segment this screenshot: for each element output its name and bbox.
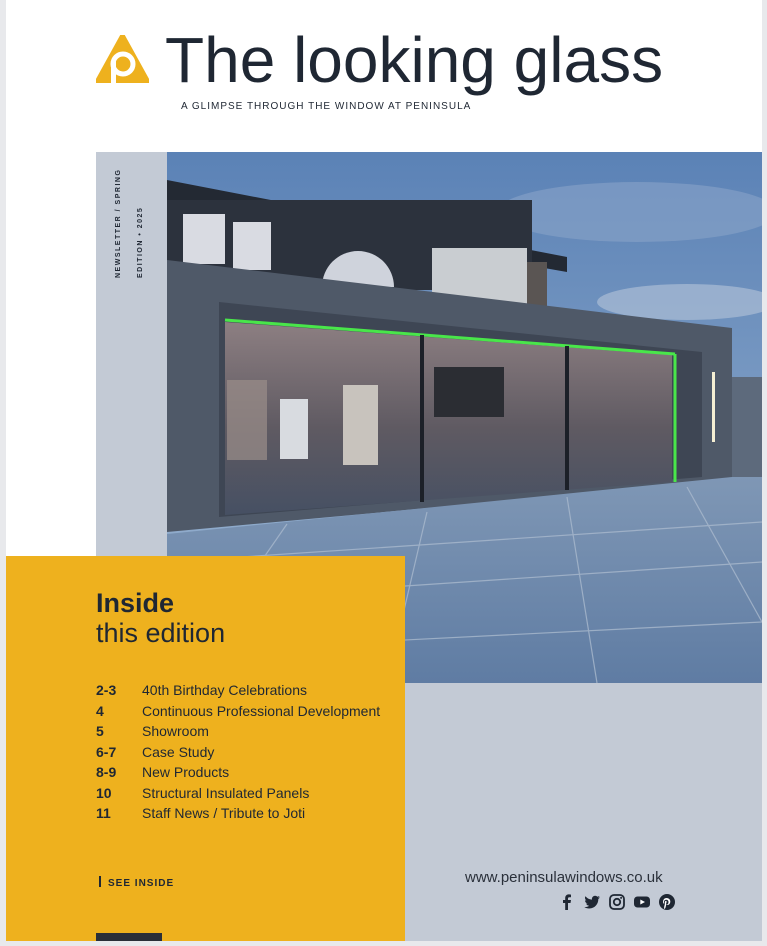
pinterest-icon[interactable]	[658, 893, 676, 911]
contents-item-title: New Products	[142, 764, 230, 781]
contents-page-number: 10	[96, 784, 112, 801]
contents-page-number: 6-7	[96, 743, 117, 760]
newsletter-title: The looking glass	[165, 24, 664, 96]
page-edge	[0, 941, 767, 946]
instagram-icon[interactable]	[608, 893, 626, 911]
page-edge	[762, 0, 767, 946]
edition-season: NEWSLETTER / SPRING	[115, 168, 122, 278]
contents-item-title: Case Study	[142, 743, 215, 760]
contents-item-title: Structural Insulated Panels	[142, 784, 310, 801]
see-inside-link[interactable]	[99, 876, 174, 889]
contents-item[interactable]	[96, 721, 396, 742]
edition-year: EDITION • 2025	[137, 206, 144, 278]
social-links	[558, 893, 676, 911]
website-link[interactable]: www.peninsulawindows.co.uk	[465, 869, 663, 886]
facebook-icon[interactable]	[558, 893, 576, 911]
youtube-icon[interactable]	[633, 893, 651, 911]
contents-page-number: 2-3	[96, 682, 117, 699]
page-tab	[96, 933, 162, 941]
contents-list	[96, 680, 396, 824]
contents-page-number: 4	[96, 702, 104, 719]
contents-item[interactable]	[96, 762, 396, 783]
contents-item-title: Continuous Professional Development	[142, 702, 381, 719]
contents-page-number: 11	[96, 805, 111, 822]
contents-item[interactable]	[96, 701, 396, 722]
contents-item-title: 40th Birthday Celebrations	[142, 682, 307, 699]
see-inside-label: SEE INSIDE	[108, 878, 175, 889]
contents-item-title: Showroom	[142, 723, 209, 740]
peninsula-logo	[96, 35, 149, 83]
contents-heading: Inside	[96, 588, 175, 618]
tagline: A GLIMPSE THROUGH THE WINDOW AT PENINSULA	[181, 101, 472, 112]
contents-item-title: Staff News / Tribute to Joti	[142, 805, 306, 822]
contents-item[interactable]	[96, 803, 396, 824]
contents-item[interactable]	[96, 742, 396, 763]
contents-subheading: this edition	[96, 618, 226, 648]
contents-item[interactable]	[96, 680, 396, 701]
contents-page-number: 5	[96, 723, 104, 740]
contents-page-number: 8-9	[96, 764, 117, 781]
contents-item[interactable]	[96, 783, 396, 804]
twitter-icon[interactable]	[583, 893, 601, 911]
divider-bar	[99, 876, 101, 887]
edition-strip	[96, 152, 167, 556]
